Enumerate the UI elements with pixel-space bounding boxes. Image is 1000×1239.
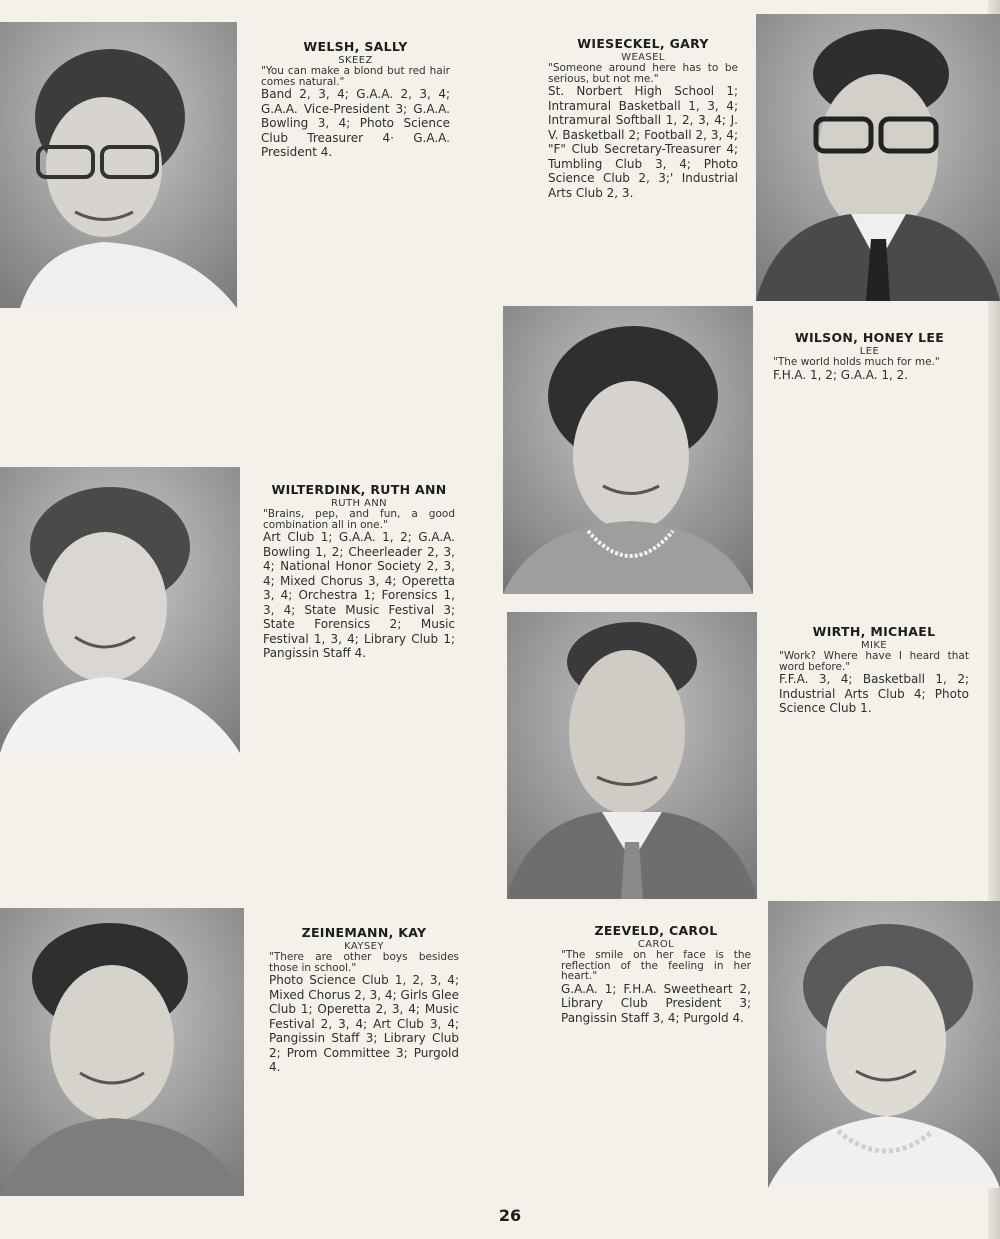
student-nickname: KAYSEY — [344, 941, 384, 952]
student-activities: F.H.A. 1, 2; G.A.A. 1, 2. — [773, 367, 909, 382]
entry-zeinemann — [269, 925, 459, 1075]
portrait-photo-wieseckel — [756, 14, 1000, 301]
portrait-photo-welsh — [0, 22, 237, 308]
portrait-photo-wilson — [503, 306, 753, 594]
portrait-photo-zeinemann — [0, 908, 244, 1196]
portrait-photo-wilterdink — [0, 467, 240, 753]
student-activities: Art Club 1; G.A.A. 1, 2; G.A.A. Bowling 1, 2; Cheerleader 2, 3, 4; National Honor Society 2, 3, 4; Mixed Chorus 3, 4; Operetta 3, 4; Orchestra 1; Forensics 1, 3, 4; State Music Festival 3; State Forensics 2; Music Festival 1, 3, 4; Library Club 1; Pangissin Staff 4. — [263, 530, 455, 660]
student-nickname: MIKE — [860, 640, 888, 651]
entry-wilson — [773, 330, 966, 382]
student-quote: "You can make a blond but red hair comes natural." — [261, 65, 450, 88]
student-name: ZEEVELD, CAROL — [594, 923, 718, 938]
page-number: 26 — [498, 1206, 522, 1225]
student-activities: St. Norbert High School 1; Intramural Basketball 1, 3, 4; Intramural Softball 1, 2, 3, 4; J. V. Basketball 2; Football 2, 3, 4; "F" Club Secretary-Treasurer 4; Tumbling Club 3, 4; Photo Science Club 2, 3;' Industrial Arts Club 2, 3. — [548, 84, 738, 200]
student-nickname: WEASEL — [621, 52, 665, 63]
entry-wilterdink — [263, 482, 455, 661]
student-quote: "Work? Where have I heard that word before." — [779, 650, 969, 673]
student-activities: Photo Science Club 1, 2, 3, 4; Mixed Chorus 2, 3, 4; Girls Glee Club 1; Operetta 2, 3, 4; Music Festival 2, 3, 4; Art Club 3, 4; Pangissin Staff 3; Library Club 2; Prom Committee 3; Purgold 4. — [269, 973, 459, 1074]
student-nickname: CAROL — [637, 939, 675, 950]
student-name: ZEINEMANN, KAY — [301, 925, 427, 940]
student-activities: F.F.A. 3, 4; Basketball 1, 2; Industrial Arts Club 4; Photo Science Club 1. — [779, 672, 969, 715]
student-quote: "The smile on her face is the reflection of the feeling in her heart." — [561, 949, 751, 982]
student-quote: "There are other boys besides those in school." — [269, 951, 459, 974]
student-name: WILTERDINK, RUTH ANN — [271, 482, 447, 497]
portrait-photo-wirth — [507, 612, 757, 899]
student-name: WELSH, SALLY — [303, 39, 408, 54]
entry-zeeveld — [561, 923, 751, 1025]
student-nickname: SKEEZ — [338, 55, 373, 66]
entry-welsh — [261, 39, 450, 160]
student-quote: "Brains, pep, and fun, a good combination all in one." — [263, 508, 455, 531]
student-nickname: LEE — [859, 346, 880, 357]
student-quote: "The world holds much for me." — [773, 356, 940, 368]
student-name: WIRTH, MICHAEL — [812, 624, 936, 639]
entry-wirth — [779, 624, 969, 716]
entry-wieseckel — [548, 36, 738, 200]
student-nickname: RUTH ANN — [330, 498, 388, 509]
student-activities: Band 2, 3, 4; G.A.A. 2, 3, 4; G.A.A. Vice-President 3; G.A.A. Bowling 3, 4; Photo Science Club Treasurer 4· G.A.A. President 4. — [261, 87, 450, 159]
student-name: WIESECKEL, GARY — [577, 36, 709, 51]
student-quote: "Someone around here has to be serious, but not me." — [548, 62, 738, 85]
student-activities: G.A.A. 1; F.H.A. Sweetheart 2, Library Club President 3; Pangissin Staff 3, 4; Purgold 4. — [561, 981, 751, 1025]
student-name: WILSON, HONEY LEE — [794, 330, 945, 345]
portrait-photo-zeeveld — [768, 901, 1000, 1188]
